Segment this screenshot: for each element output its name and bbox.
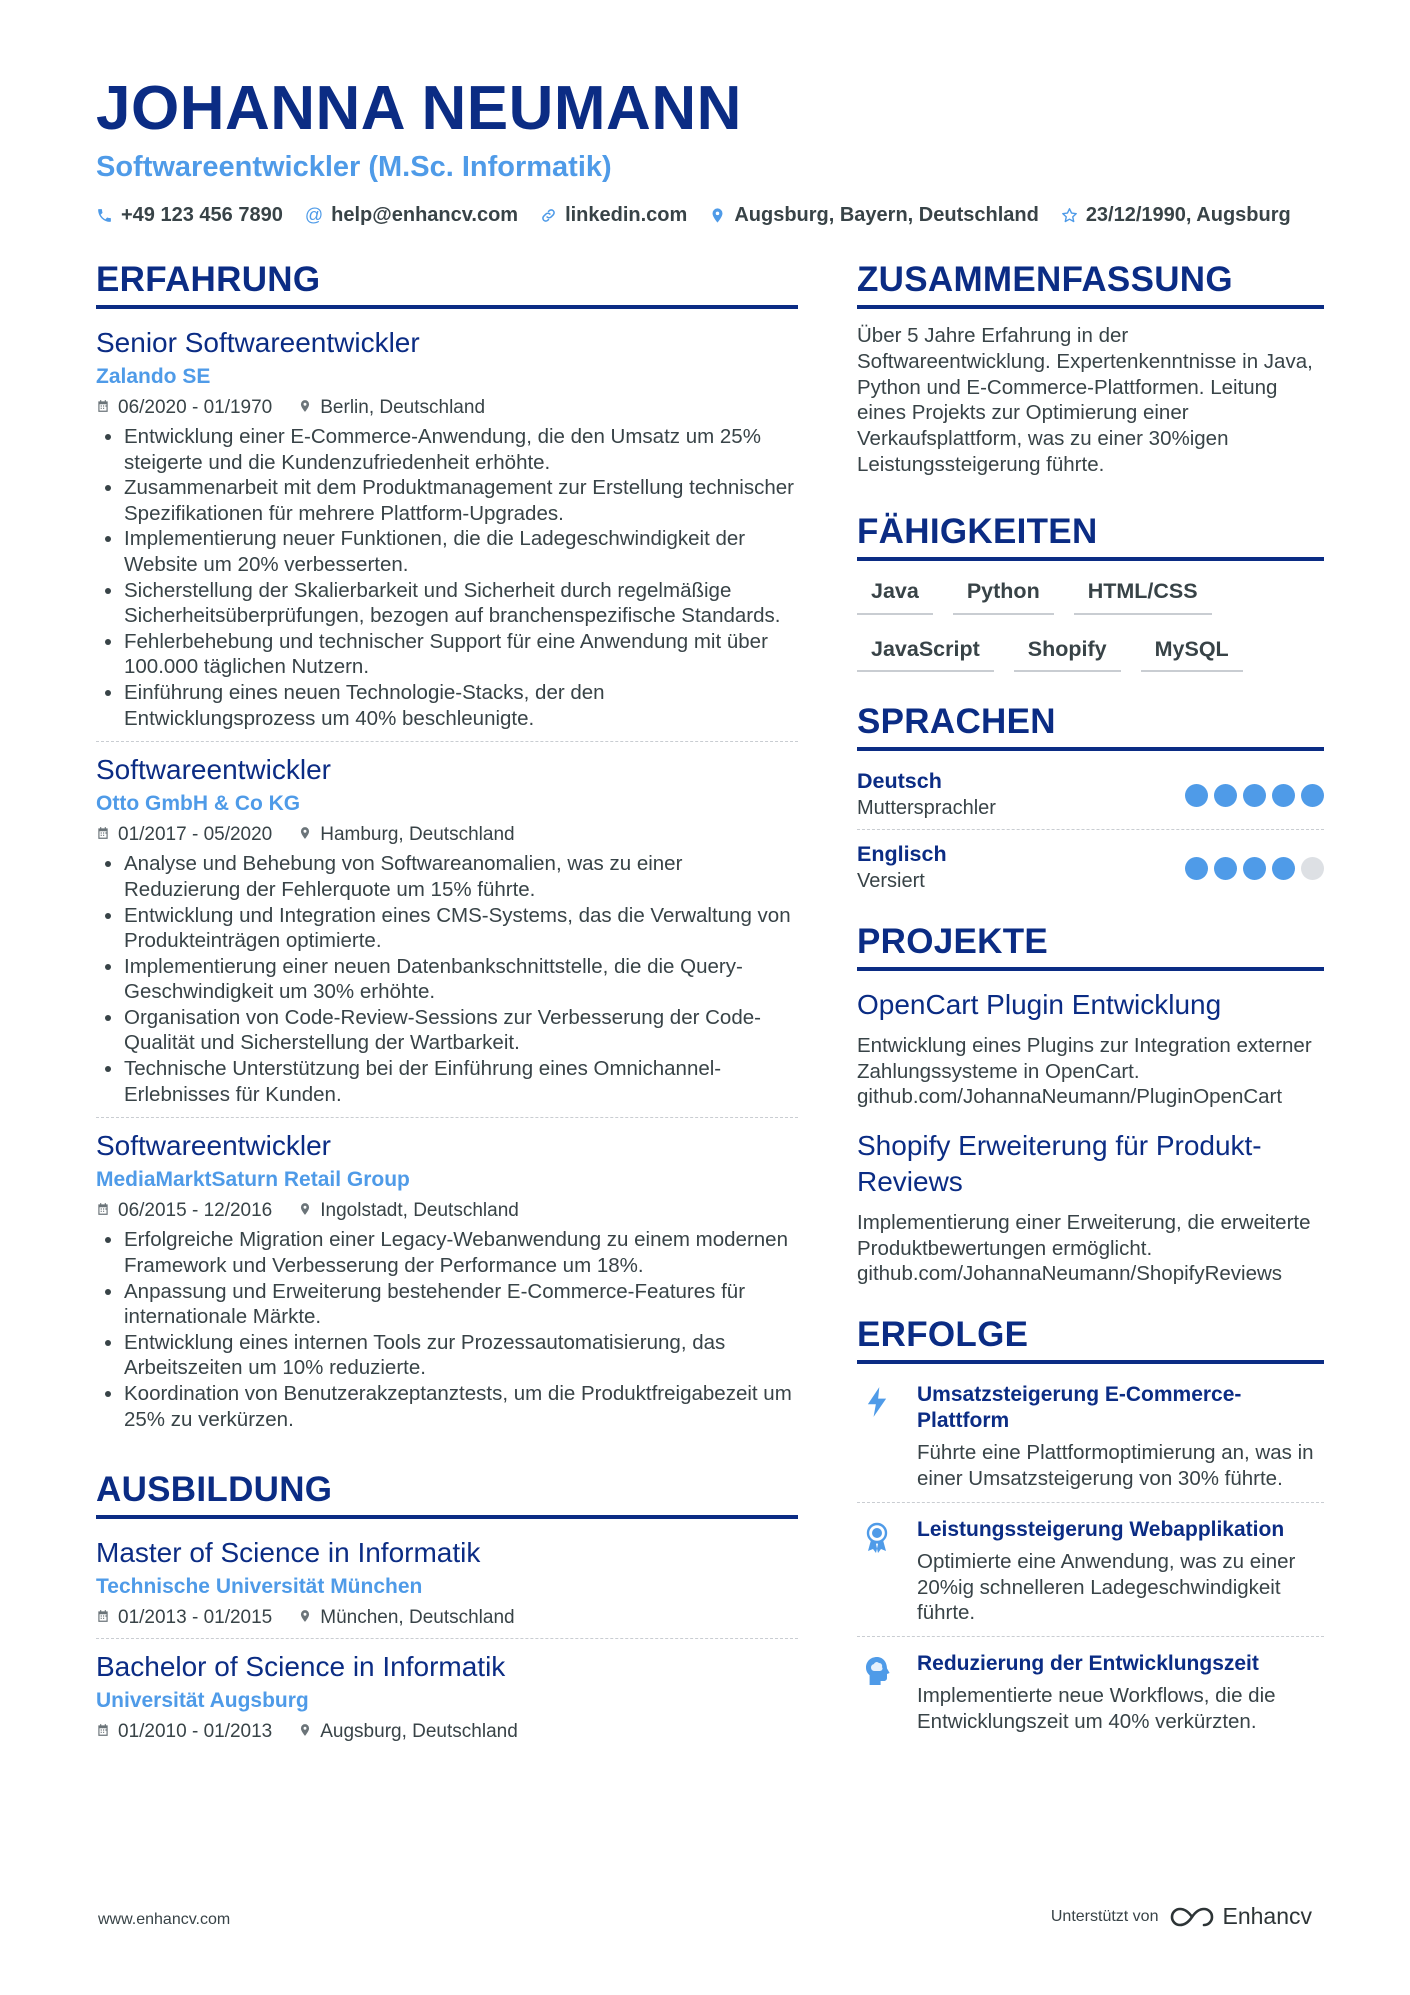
skills-heading: FÄHIGKEITEN: [857, 514, 1324, 561]
job-bullet: • Sicherstellung der Skalierbarkeit und Sicherheit durch regelmäßige Sicherheitsüberprüfungen, bezogen auf branchenspezifische Standards.: [124, 578, 798, 629]
job-dates: 06/2015 - 12/2016: [118, 1199, 273, 1221]
achievement-title: Leistungssteigerung Webapplikation: [917, 1517, 1285, 1541]
job-bullet: • Technische Unterstützung bei der Einführung eines Omnichannel-Erlebnisses für Kunden.: [124, 1056, 798, 1107]
skills-list: [857, 573, 1324, 689]
calendar-icon: [96, 1197, 110, 1226]
job-bullets: [96, 424, 798, 731]
job-bullet: • Implementierung einer neuen Datenbankschnittstelle, die die Query-Geschwindigkeit um 30% erhöhte.: [124, 954, 798, 1005]
job-bullet: • Erfolgreiche Migration einer Legacy-Webanwendung zu einem modernen Framework und Verbesserung der Performance um 18%.: [124, 1227, 798, 1278]
job-bullet: • Entwicklung eines internen Tools zur Prozessautomatisierung, das Arbeitszeiten um 10% reduzierte.: [124, 1330, 798, 1381]
location-pin-icon: [709, 207, 726, 224]
footer-branding: [1051, 1903, 1312, 1930]
language-entry: [857, 767, 1324, 830]
footer-website[interactable]: www.enhancv.com: [98, 1911, 231, 1928]
achievement-title: Reduzierung der Entwicklungszeit: [917, 1652, 1259, 1676]
rating-dot: [1243, 857, 1266, 880]
language-level: Versiert: [857, 869, 925, 892]
job-location: Ingolstadt, Deutschland: [320, 1199, 519, 1221]
rating-dot: [1272, 857, 1295, 880]
school-name: Technische Universität München: [96, 1575, 423, 1599]
at-icon: @: [304, 205, 324, 225]
education-entry: [96, 1649, 798, 1752]
education-location: München, Deutschland: [320, 1606, 515, 1628]
degree-title: Master of Science in Informatik: [96, 1537, 481, 1569]
achievement-entry: [857, 1515, 1324, 1637]
job-meta: [96, 821, 798, 850]
rating-dot: [1272, 784, 1295, 807]
project-link[interactable]: github.com/JohannaNeumann/ShopifyReviews: [857, 1262, 1283, 1286]
achievement-description: Führte eine Plattformoptimierung an, was in einer Umsatzsteigerung von 30% führte.: [917, 1441, 1314, 1491]
achievements-heading: ERFOLGE: [857, 1317, 1324, 1364]
experience-list: [96, 325, 798, 1442]
achievements-list: [857, 1380, 1324, 1745]
job-meta: [96, 1197, 798, 1226]
contact-bar: [96, 205, 1291, 225]
languages-list: [857, 767, 1324, 902]
project-title: Shopify Erweiterung für Produkt-Reviews: [857, 1130, 1262, 1198]
candidate-name: JOHANNA NEUMANN: [96, 74, 742, 143]
job-bullet: • Organisation von Code-Review-Sessions zur Verbesserung der Code-Qualität und Sicherstellung der Wartbarkeit.: [124, 1005, 798, 1056]
brand-name: Enhancv: [1222, 1903, 1312, 1929]
job-bullet: • Zusammenarbeit mit dem Produktmanagement zur Erstellung technischer Spezifikationen für mehrere Plattform-Upgrades.: [124, 475, 798, 526]
job-bullets: [96, 851, 798, 1107]
head-brain-icon: [857, 1651, 897, 1735]
language-name: Englisch: [857, 842, 947, 867]
education-heading: AUSBILDUNG: [96, 1472, 798, 1519]
rating-dot: [1301, 784, 1324, 807]
skill-tag: Shopify: [1014, 631, 1121, 673]
rating-dot: [1214, 784, 1237, 807]
degree-title: Bachelor of Science in Informatik: [96, 1651, 506, 1683]
job-title: Senior Softwareentwickler: [96, 327, 420, 358]
rating-dot: [1301, 857, 1324, 880]
rating-dot: [1243, 784, 1266, 807]
project-link[interactable]: github.com/JohannaNeumann/PluginOpenCart: [857, 1085, 1283, 1109]
brand-logo[interactable]: [1170, 1903, 1312, 1930]
project-title: OpenCart Plugin Entwicklung: [857, 988, 1222, 1020]
achievement-entry: [857, 1380, 1324, 1503]
job-bullet: • Analyse und Behebung von Softwareanomalien, was zu einer Reduzierung der Fehlerquote um 15% führte.: [124, 851, 798, 902]
job-bullet: • Einführung eines neuen Technologie-Stacks, der den Entwicklungsprozess um 40% beschleunigte.: [124, 680, 798, 731]
education-dates: 01/2013 - 01/2015: [118, 1606, 273, 1628]
project-description: Entwicklung eines Plugins zur Integration externer Zahlungssysteme in OpenCart.: [857, 1033, 1312, 1083]
rating-dot: [1185, 857, 1208, 880]
left-column: [96, 262, 798, 1762]
contact-location: [709, 205, 1039, 225]
education-dates: 01/2010 - 01/2013: [118, 1720, 273, 1742]
job-bullet: • Implementierung neuer Funktionen, die die Ladegeschwindigkeit der Website um 20% verbesserten.: [124, 526, 798, 577]
job-bullet: • Anpassung und Erweiterung bestehender E-Commerce-Features für internationale Märkte.: [124, 1279, 798, 1330]
right-column: [857, 262, 1324, 1757]
skill-tag: Python: [953, 573, 1054, 615]
job-entry: [96, 325, 798, 742]
rating-dot: [1214, 857, 1237, 880]
summary-text: Über 5 Jahre Erfahrung in der Softwareentwicklung. Expertenkenntnisse in Java, Python und E-Commerce-Plattformen. Leitung eines Projekts zur Optimierung einer Verkaufsplattform, was zu einer 30%igen Leistungssteigerung führte.: [857, 324, 1313, 476]
calendar-icon: [96, 1718, 110, 1747]
location-pin-icon: [298, 1197, 312, 1226]
location-pin-icon: [298, 394, 312, 423]
projects-list: [857, 987, 1324, 1287]
education-meta: [96, 1604, 798, 1633]
job-meta: [96, 394, 798, 423]
job-bullet: • Entwicklung einer E-Commerce-Anwendung, die den Umsatz um 25% steigerte und die Kundenzufriedenheit erhöhte.: [124, 424, 798, 475]
language-rating: [1185, 857, 1324, 880]
job-bullets: [96, 1227, 798, 1432]
achievement-description: Implementierte neue Workflows, die die Entwicklungszeit um 40% verkürzten.: [917, 1684, 1276, 1734]
job-bullet: • Entwicklung und Integration eines CMS-Systems, das die Verwaltung von Produkteinträgen optimierte.: [124, 903, 798, 954]
achievement-entry: [857, 1649, 1324, 1745]
project-description: Implementierung einer Erweiterung, die erweiterte Produktbewertungen ermöglicht.: [857, 1210, 1311, 1260]
company-name: Otto GmbH & Co KG: [96, 792, 301, 816]
contact-email[interactable]: [305, 205, 518, 225]
location-text: Augsburg, Bayern, Deutschland: [734, 204, 1039, 226]
skill-tag: MySQL: [1141, 631, 1243, 673]
education-location: Augsburg, Deutschland: [320, 1720, 518, 1742]
projects-heading: PROJEKTE: [857, 924, 1324, 971]
award-badge-icon: [857, 1517, 897, 1626]
education-list: [96, 1535, 798, 1752]
languages-heading: SPRACHEN: [857, 704, 1324, 751]
phone-text: +49 123 456 7890: [121, 204, 283, 226]
project-entry: [857, 1128, 1324, 1287]
job-bullet: • Koordination von Benutzerakzeptanztests, um die Produktfreigabezeit um 25% zu verkürzen.: [124, 1381, 798, 1432]
education-entry: [96, 1535, 798, 1639]
location-pin-icon: [298, 821, 312, 850]
skill-tag: Java: [857, 573, 933, 615]
project-entry: [857, 987, 1324, 1110]
link-icon: [540, 207, 557, 224]
skill-tag: HTML/CSS: [1074, 573, 1212, 615]
company-name: Zalando SE: [96, 365, 211, 388]
contact-birth: [1061, 205, 1291, 225]
job-title: Softwareentwickler: [96, 1130, 331, 1162]
job-dates: 01/2017 - 05/2020: [118, 823, 273, 845]
job-location: Hamburg, Deutschland: [320, 823, 515, 845]
birth-text: 23/12/1990, Augsburg: [1085, 204, 1291, 226]
lightning-icon: [857, 1382, 897, 1492]
calendar-icon: [96, 394, 110, 423]
enhancv-logo-icon: [1170, 1905, 1214, 1929]
email-text: help@enhancv.com: [331, 204, 519, 226]
summary-heading: ZUSAMMENFASSUNG: [857, 262, 1324, 309]
linkedin-text: linkedin.com: [565, 204, 688, 226]
language-name: Deutsch: [857, 769, 942, 794]
education-meta: [96, 1718, 798, 1747]
contact-phone[interactable]: [96, 205, 283, 225]
powered-by-text: Unterstützt von: [1050, 1907, 1159, 1925]
calendar-icon: [96, 821, 110, 850]
location-pin-icon: [298, 1718, 312, 1747]
language-rating: [1185, 784, 1324, 807]
star-icon: [1061, 207, 1078, 224]
experience-heading: ERFAHRUNG: [96, 262, 798, 309]
job-bullet: • Fehlerbehebung und technischer Support für eine Anwendung mit über 100.000 täglichen Nutzern.: [124, 629, 798, 680]
contact-linkedin[interactable]: [540, 205, 687, 225]
phone-icon: [96, 207, 113, 224]
candidate-title: Softwareentwickler (M.Sc. Informatik): [96, 151, 612, 183]
rating-dot: [1185, 784, 1208, 807]
location-pin-icon: [298, 1604, 312, 1633]
job-entry: [96, 1128, 798, 1442]
achievement-title: Umsatzsteigerung E-Commerce-Plattform: [917, 1383, 1242, 1433]
job-dates: 06/2020 - 01/1970: [118, 396, 273, 418]
job-entry: [96, 752, 798, 1118]
language-entry: [857, 840, 1324, 902]
job-title: Softwareentwickler: [96, 754, 331, 786]
calendar-icon: [96, 1604, 110, 1633]
school-name: Universität Augsburg: [96, 1689, 309, 1713]
job-location: Berlin, Deutschland: [320, 396, 486, 418]
language-level: Muttersprachler: [857, 797, 996, 820]
skill-tag: JavaScript: [857, 631, 994, 673]
company-name: MediaMarktSaturn Retail Group: [96, 1168, 410, 1192]
achievement-description: Optimierte eine Anwendung, was zu einer 20%ig schnelleren Ladegeschwindigkeit führte.: [917, 1549, 1296, 1625]
